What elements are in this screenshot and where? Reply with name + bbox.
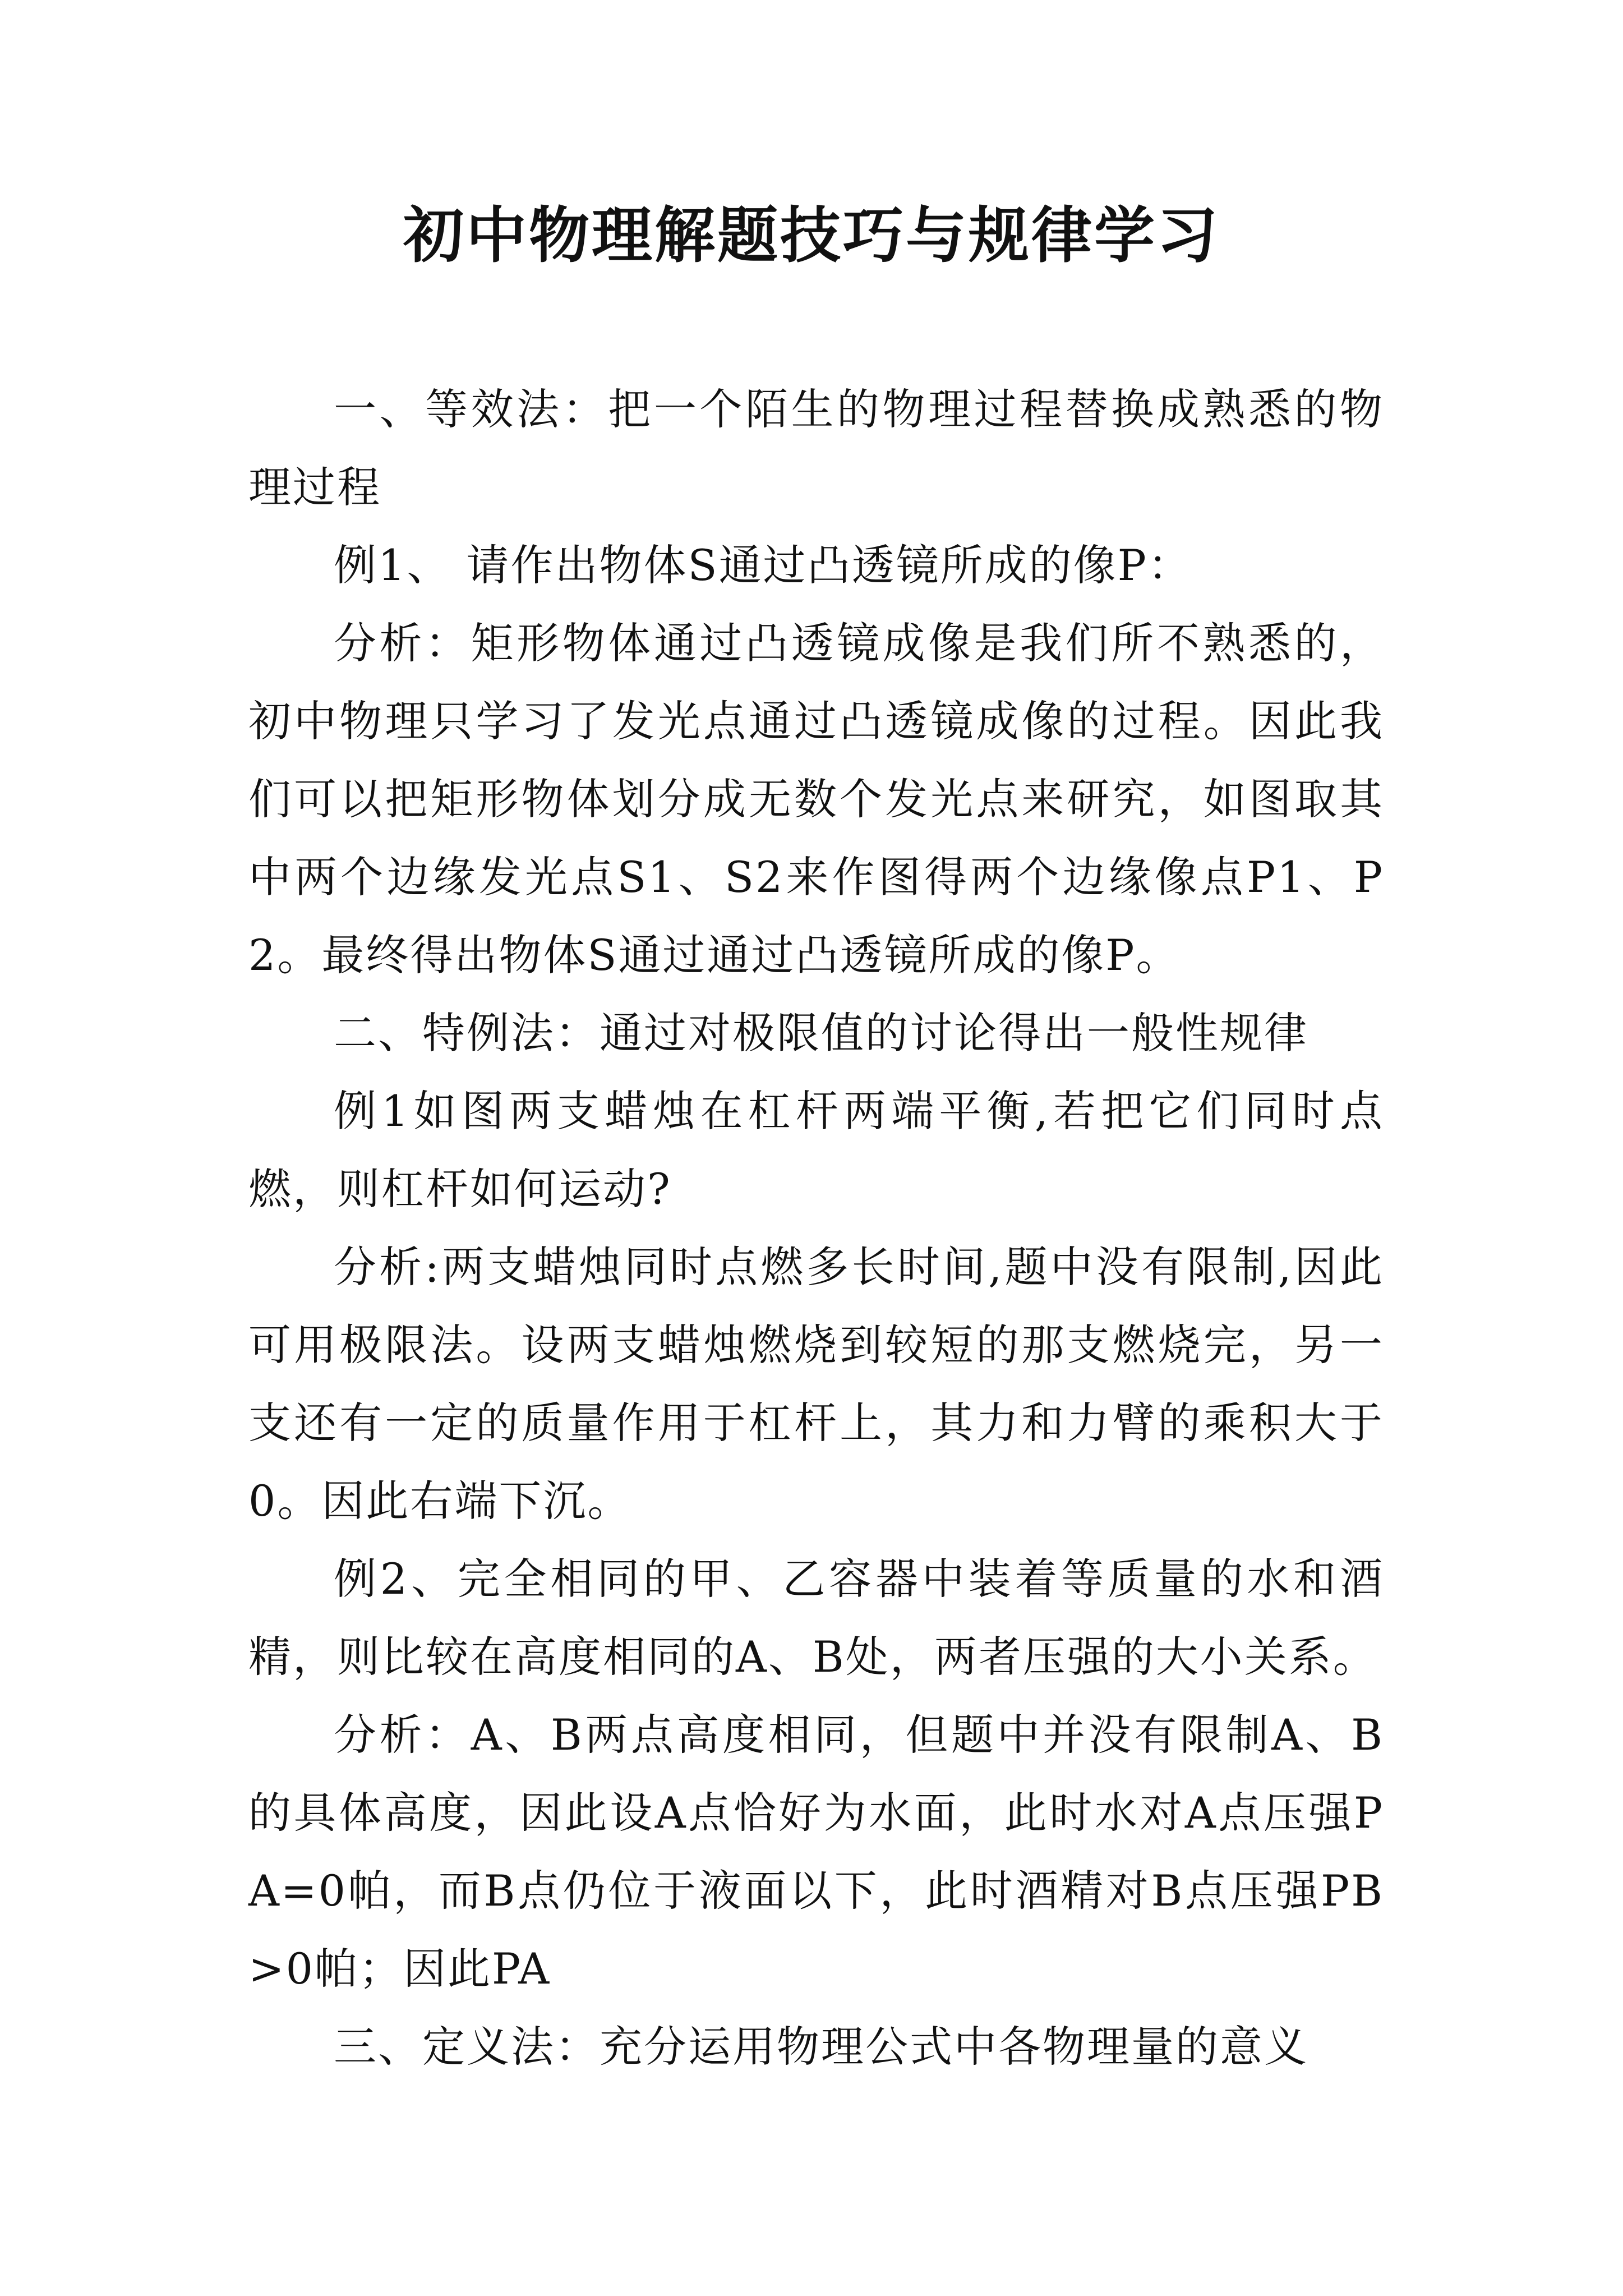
paragraph-analysis-pressure: 分析：A、B两点高度相同，但题中并没有限制A、B的具体高度，因此设A点恰好为水面，此时水对A点压强PA=0帕，而B点仍位于液面以下，此时酒精对B点压强PB>0帕；因此PA <box>248 1710 1384 1994</box>
paragraph-method-special-case: 二、特例法：通过对极限值的讨论得出一般性规律 <box>334 1008 1308 1058</box>
paragraph-method-definition: 三、定义法：充分运用物理公式中各物理量的意义 <box>334 2022 1308 2072</box>
paragraph-example-1-lens: 例1、 请作出物体S通过凸透镜所成的像P： <box>334 540 1192 590</box>
paragraph-example-1-candles: 例1如图两支蜡烛在杠杆两端平衡,若把它们同时点燃，则杠杆如何运动? <box>248 1086 1384 1214</box>
document-body <box>248 370 1384 2086</box>
document-title: 初中物理解题技巧与规律学习 <box>403 200 1220 271</box>
paragraph-analysis-candles: 分析:两支蜡烛同时点燃多长时间,题中没有限制,因此可用极限法。设两支蜡烛燃烧到较短的那支燃烧完，另一支还有一定的质量作用于杠杆上，其力和力臂的乘积大于0。因此右端下沉。 <box>248 1242 1384 1526</box>
paragraph-example-2-pressure: 例2、完全相同的甲、乙容器中装着等质量的水和酒精，则比较在高度相同的A、B处，两者压强的大小关系。 <box>248 1554 1384 1682</box>
paragraph-analysis-lens: 分析：矩形物体通过凸透镜成像是我们所不熟悉的，初中物理只学习了发光点通过凸透镜成像的过程。因此我们可以把矩形物体划分成无数个发光点来研究，如图取其中两个边缘发光点S1、S2来作图得两个边缘像点P1、P2。最终得出物体S通过通过凸透镜所成的像P。 <box>248 618 1384 980</box>
paragraph-method-equivalence: 一、等效法：把一个陌生的物理过程替换成熟悉的物理过程 <box>248 384 1384 512</box>
